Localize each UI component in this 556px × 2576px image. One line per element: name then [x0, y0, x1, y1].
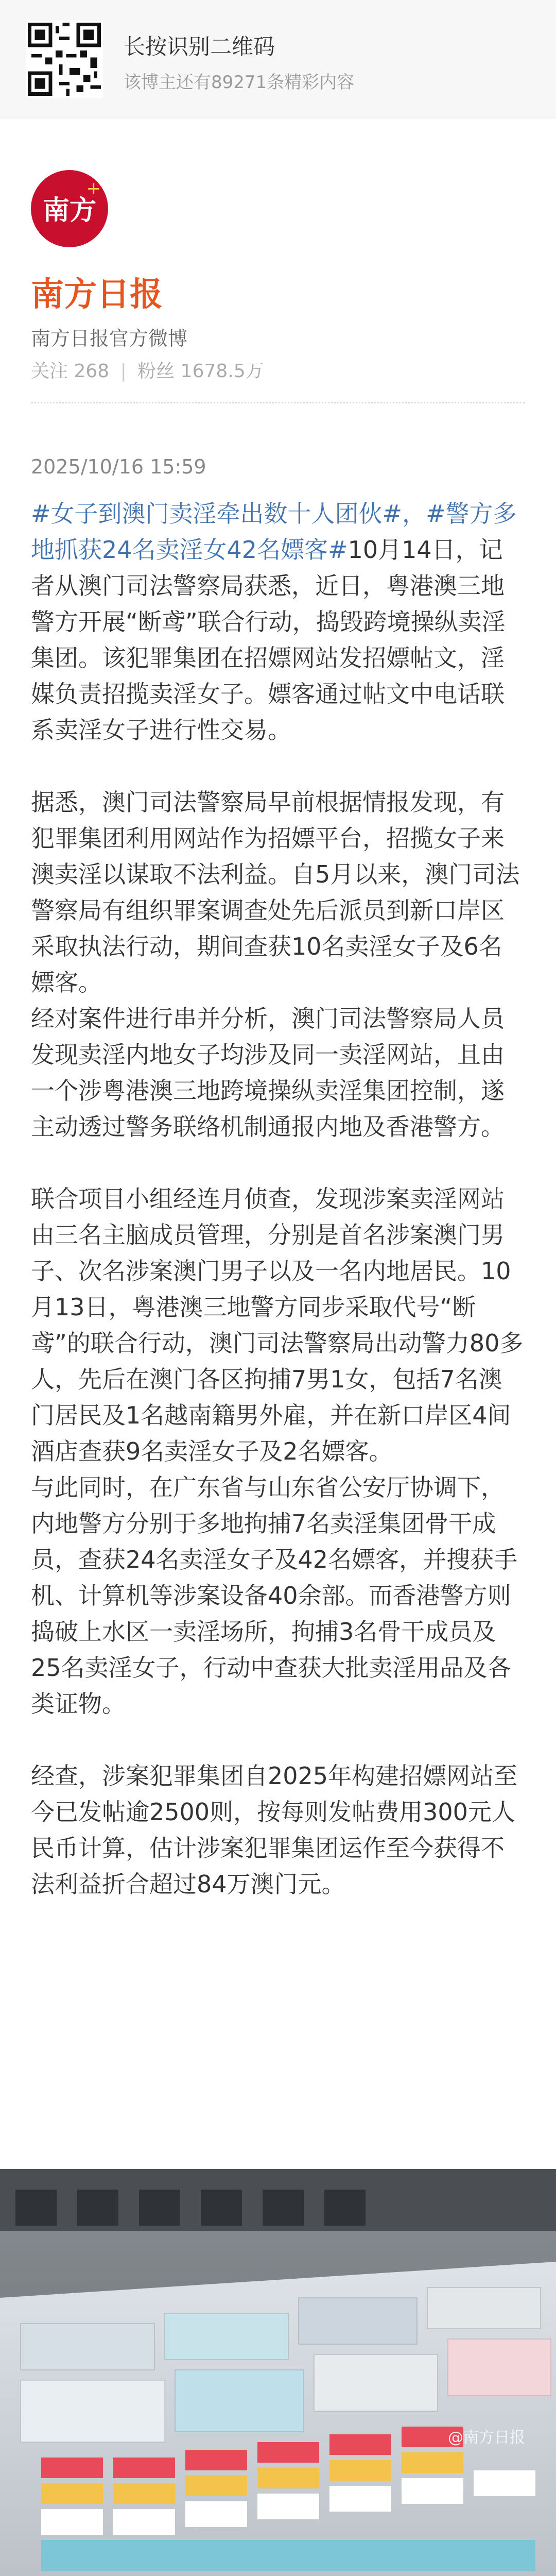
post-paragraph-2: 据悉，澳门司法警察局早前根据情报发现，有犯罪集团利用网站作为招嫖平台，招揽女子来澳卖淫以谋取不法利益。自5月以来，澳门司法警察局有组织罪案调查处先后派员到新口岸区采取执法行动，期间查获10名卖淫女子及6名嫖客。: [31, 788, 520, 996]
evidence-table-photo[interactable]: [0, 2169, 556, 2576]
photo-watermark: @南方日报: [448, 2429, 525, 2447]
qr-banner: [0, 0, 556, 118]
post-paragraph-6: 经查，涉案犯罪集团自2025年构建招嫖网站至今已发帖逾2500则，按每则发帖费用300元人民币计算，估计涉案犯罪集团运作至今获得不法利益折合超过84万澳门元。: [31, 1762, 518, 1898]
qr-banner-subtitle: 该博主还有89271条精彩内容: [124, 72, 355, 93]
paragraph-text: 10月14日，记者从澳门司法警察局获悉，近日，粤港澳三地警方开展“断鸢”联合行动，捣毁跨境操纵卖淫集团。该犯罪集团在招嫖网站发招嫖帖文，淫媒负责招揽卖淫女子。嫖客通过帖文中电话联系卖淫女子进行性交易。: [31, 536, 506, 744]
author-name[interactable]: 南方日报: [31, 276, 163, 314]
followers-count: 268: [74, 361, 110, 382]
post-hashtags[interactable]: #女子到澳门卖淫牵出数十人团伙#，#警方多地抓获24名卖淫女42名嫖客#: [31, 500, 517, 564]
stats-separator: |: [120, 361, 127, 382]
qr-banner-title: 长按识别二维码: [124, 34, 275, 59]
fans-count: 1678.5万: [180, 361, 264, 382]
fans-label: 粉丝: [137, 361, 175, 382]
dotted-divider: [31, 402, 525, 403]
avatar-logo-text: 南方: [42, 195, 96, 226]
qr-code-icon[interactable]: [26, 21, 103, 98]
post-body: [31, 496, 525, 1938]
author-stats: [31, 357, 264, 383]
post-paragraph-4: 联合项目小组经连月侦查，发现涉案卖淫网站由三名主脑成员管理，分别是首名涉案澳门男子、次名涉案澳门男子以及一名内地居民。10月13日，粤港澳三地警方同步采取代号“断鸢”的联合行动，澳门司法警察局出动警力80多人，先后在澳门各区拘捕7男1女，包括7名澳门居民及1名越南籍男外雇，并在新口岸区4间酒店查获9名卖淫女子及2名嫖客。: [31, 1185, 524, 1465]
followers-label: 关注: [31, 361, 68, 382]
post-timestamp: 2025/10/16 15:59: [31, 455, 206, 478]
avatar[interactable]: [31, 170, 108, 247]
post-paragraph-1: [31, 496, 525, 748]
post-paragraph-3: 经对案件进行串并分析，澳门司法警察局人员发现卖淫内地女子均涉及同一卖淫网站，且由一个涉粤港澳三地跨境操纵卖淫集团控制，遂主动透过警务联络机制通报内地及香港警方。: [31, 1005, 505, 1141]
avatar-plus-icon: +: [86, 178, 101, 199]
author-description: 南方日报官方微博: [31, 327, 188, 350]
post-paragraph-5: 与此同时，在广东省与山东省公安厅协调下，内地警方分别于多地拘捕7名卖淫集团骨干成员，查获24名卖淫女子及42名嫖客，并搜获手机、计算机等涉案设备40余部。而香港警方则捣破上水区一卖淫场所，拘捕3名骨干成员及25名卖淫女子，行动中查获大批卖淫用品及各类证物。: [31, 1473, 518, 1718]
